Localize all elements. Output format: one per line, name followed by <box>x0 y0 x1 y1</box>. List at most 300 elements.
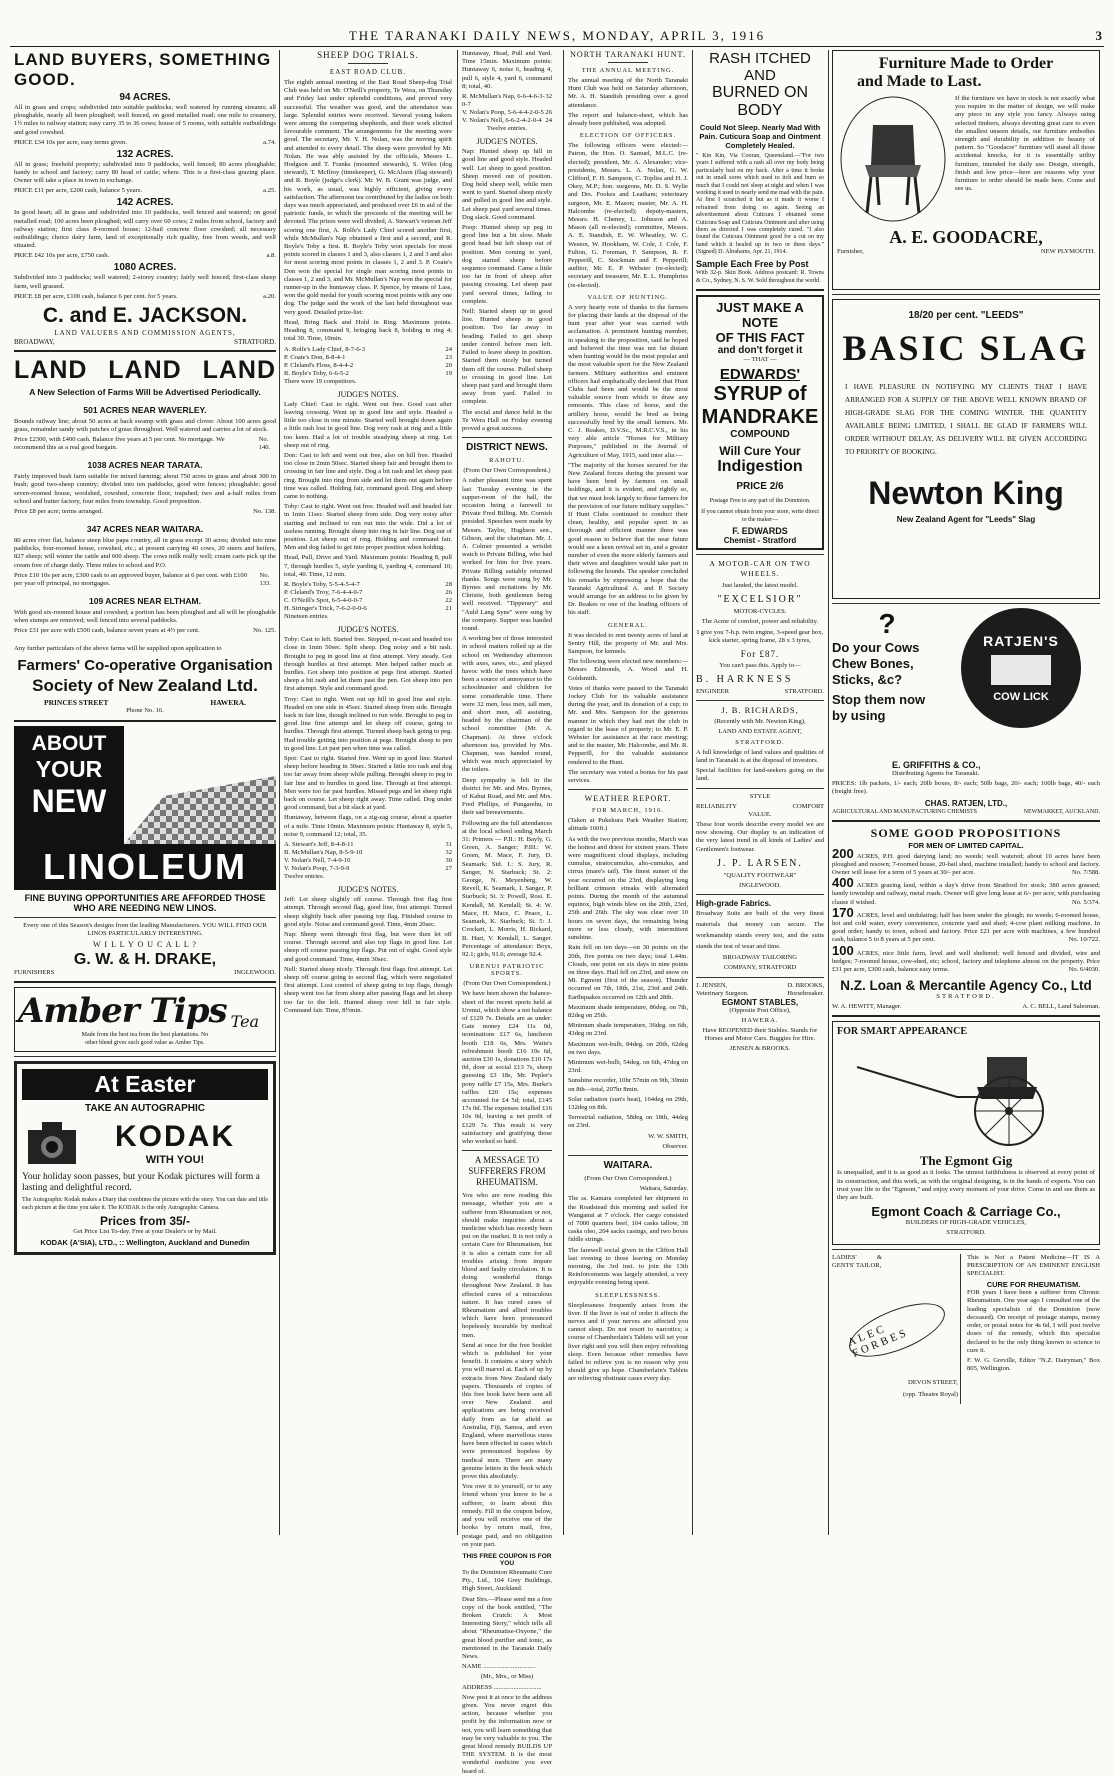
mandrake-cannot: If you cannot obtain from your store, write direct to the maker— <box>701 508 819 523</box>
rheum-letter: Dear Sirs.—Please send me a free copy of the book entitled, "The Broken Crutch: A Most Interesting Story," which tells all about "Rheumatise-Oxyone," the great blood purifier and tonic, as mentioned in the Taranaki Daily News. <box>462 1595 552 1660</box>
hunt-para: "The majority of the horses secured for the New Zealand forces during the present war have been bred by farmers on small holdings, and it is evident, and rightly so, that we must look largely to these farmers for the provision of our future military supplies." If Hunt Clubs continued to conduct their clean, healthy, and popular sport in as thorough and efficient manner there was good reason to believe that the near future would see a keen revival set in, and a greater number of even the more elderly farmers and their wives and daughters would take part in following the hounds. The speaker concluded his remarks by expressing a hope that the Taranaki Agricultural A. and P. Society would arrange for an address to be given by Dr. Reakes or one of the leading officers of his staff. <box>568 461 689 617</box>
linoleum-ad <box>14 726 276 977</box>
cuticura-ad <box>696 50 824 285</box>
result-row <box>284 849 452 857</box>
weather-title: WEATHER REPORT. <box>584 794 672 804</box>
listing-price-row <box>14 252 276 260</box>
land-word: LAND <box>202 355 276 384</box>
coop-listing-price-row <box>14 508 276 516</box>
weather-sign: W. W. SMITH, <box>648 1132 688 1140</box>
weather-para: Maximum wet-bulb, 84deg. on 20th, 62deg on two days. <box>568 1040 688 1056</box>
ratjen-prices: PRICES: 1lb packets, 1/- each; 20lb boxes, 8/- each; 50lb bags, 20/- each; 100lb bags, 40/- each (freight free). <box>832 780 1100 796</box>
kodak-head: At Easter <box>22 1069 268 1100</box>
huntaway-judges: JUDGE'S NOTES. <box>476 137 538 147</box>
cuticura-lead: Could Not Sleep. Nearly Mad With Pain. Cuticura Soap and Ointment Completely Healed. <box>699 123 821 150</box>
masthead-title: THE TARANAKI DAILY NEWS, MONDAY, APRIL 3, 1916 <box>348 28 766 43</box>
amber-tea: Tea <box>230 1012 260 1032</box>
cure-ad <box>961 1254 1100 1404</box>
mandrake-brand: EDWARDS' <box>719 366 801 384</box>
huntaway-entries: Twelve entries. <box>486 125 528 133</box>
kodak-ad <box>14 1061 276 1256</box>
result-name: R. Boyle's Toby, 6-6-5-2 <box>284 369 349 377</box>
result-name: H. Stringer's Trick, 7-6-2-0-0-6 <box>284 604 367 612</box>
harkness-right: STRATFORD. <box>784 688 824 696</box>
column-hunt-weather <box>568 50 688 1535</box>
nzloan-acres: 170 <box>832 904 854 920</box>
column-small-ads <box>696 50 824 1535</box>
stables-left: J. JENSEN, <box>696 981 728 989</box>
kodak-post: Get Price List To-day. Free at your Dealer's or by Mail. <box>73 1227 217 1235</box>
huntaway-para: Nell: Started sheep up in good line. Hunted sheep in good position. Too far away in heading. Failed to get sheep under control before men left. Failed to leave sheep in position. Started them nicely but turned them off the course. Pulled sheep to crossing in good line. Let sheep past yard and brought them away from yard. Failed to complete. <box>462 308 552 406</box>
mandrake-place: Chemist - Stratford <box>723 535 797 545</box>
cuticura-sample2: With 32-p. Skin Book. Address postcard: R. Towns & Co., Sydney, N. S. W. Sold throughout the world. <box>696 269 824 284</box>
cuticura-body: " Kin Kin, Via Cooran, Queensland.—"For two years I suffered with a rash all over my body being particularly bad on my back. After a time it broke out in small sores which used to itch and burn so much that I could not sleep at night and when I was working it used to nearly send me mad with the pain. At first I scratched it but as it made it worse I refrained from doing so again. Seeing an advertisement about Cuticura I obtained some Cuticura Soap and Cuticura Ointment and after using them as directed I was completely cured. "I also found the Cuticura Ointment good for a cut on my hand which it healed up in two or three days." (Signed) D. Abrahams, Apr. 21, 1914. <box>696 153 824 256</box>
listing-body: All in grass and crops; subdivided into suitable paddocks; well watered by running streams; all ploughable, nearly all been ploughed; well fenced, on good metalled road; one mile to creamery, 1½ miles to railway station; easy carry 35 to 36 cows; house of 5 rooms, with suitable outbuildings and good cowshed. <box>14 104 276 136</box>
ratjen-l3: Sticks, &c? <box>832 672 903 687</box>
land-word: LAND <box>108 355 182 384</box>
sheepdog-judges: JUDGE'S NOTES. <box>337 389 399 399</box>
forbes-addr: DEVON STREET, <box>907 1379 958 1387</box>
nzloan-town: STRATFORD. <box>936 993 996 1001</box>
richards-body: A full knowledge of land values and qualities of land in Taranaki is at the disposal of investors. <box>696 748 824 764</box>
result-points: 24 <box>545 117 552 125</box>
waitara-para: The ss. Kamara completed her shipment in the Roadstead this morning and sailed for Wanganui at 7 o'clock. Her cargo consisted of 7000 quarters beef, 104 casks tallow, 38 casks oleo, 204 sacks casings, and two boxes fiddle strings. <box>568 1195 688 1244</box>
linoleum-panel <box>14 726 124 844</box>
nzloan-text: ACRES, P.H. good dairying land; no weeds; well watered; about 10 acres have been ploughed and resown; 7-roomed house, 20-bail shed, machine installed; handy to school and factory. Owner will lease for a term of 5 years at 30/- per acre. <box>832 852 1100 877</box>
motor-ad <box>696 559 824 696</box>
result-name: V. Nolan's Poop, 5-6-4-4-2-0-5 <box>462 109 544 117</box>
cure-body: FOR years I have been a sufferer from Chronic Rheumatism. One year ago I consulted one of the leading specialists of the Dominion (now deceased). On receipt of postage stamps, money order, or postal notes for 4s 6d, I will post twelve doses of the remedy, which this specialist declared to be the only thing known to science to cure it. <box>967 1289 1100 1354</box>
richards-role: LAND AND ESTATE AGENT, <box>718 728 802 736</box>
slag-title: BASIC SLAG <box>842 328 1090 368</box>
cow-lick-block-icon <box>991 655 1051 685</box>
lino-word: LINOLEUM <box>14 844 276 890</box>
weather-para: Terrestrial radiation, 58deg on 18th, 44deg on 23rd. <box>568 1114 688 1130</box>
larsen-head3: COMFORT <box>792 802 824 810</box>
sheepdog-para: There were 19 competitors. <box>284 377 357 385</box>
weather-para: Sunshine recorder, 10hr 57min on 9th, 30min on 8th—total, 207hr 8min. <box>568 1077 688 1093</box>
larsen-ad <box>696 793 824 891</box>
weather-para: Rain fell on ten days—on 30 points on the 20th, five points on two days; total 1.44in. Clouds, one point on six days in nine points on three days. Hail fell on 23rd, and snow on Mt. Egmont (first of the season). Thunder occurred on 7th, 18th, 21st, 23rd and 24th. Earthquakes occurred on 12th and 28th. <box>568 944 688 1001</box>
column-rule <box>563 50 564 1535</box>
sheepdog-para: Jeff: Let sheep slightly off course. Through first flag first attempt. Through second flag, good line, first attempt. Turned sheep slightly back after passing top flag. Finished course in good style. Noise and command good. Time, 4min 20sec. <box>284 896 452 928</box>
listing-ref: a.74. <box>263 138 276 146</box>
broadway-f1: BROADWAY TAILORING <box>722 954 798 962</box>
listing-price: PRICE £42 10s per acre, £750 cash. <box>14 252 110 260</box>
coop-listing-ref: No. 133. <box>259 571 271 587</box>
coop-listing-price: Price £31 per acre with £500 cash, balance seven years at 4½ per cent. <box>14 627 200 635</box>
amber-brand: Amber Tips <box>18 991 227 1032</box>
listing-price-row <box>14 139 276 147</box>
lino-about: ABOUT <box>31 731 107 755</box>
basic-slag-ad <box>832 299 1100 599</box>
coop-listing-body: 80 acres river flat, balance steep blue papa country, all in grass except 30 acres; divided into nine paddocks, four-roomed house, cowshed, etc.; at present carrying 40 cows, 20 steers and heifers, 827 sheep; will winter the cattle and 600 sheep. The cows milk really well; cream carts pick up the cream free of charge daily. Three miles to school and P.O. <box>14 537 276 569</box>
listing-body: In good heart; all in grass and subdivided into 10 paddocks, well fenced and watered; on good metalled road; 100 acres been ploughed; will carry over 60 cows; 2 miles from school, factory and railway station; first class 8-roomed house; 12-bail concrete floor cowshed; all necessary outbuildings; choice dairy farm, land of exceptionally rich quality, free from weeds, and well situated. <box>14 209 276 250</box>
forbes-stamp: ALEC FORBES <box>842 1292 952 1367</box>
sheepdog-para: Head, Pull, Drive and Yard. Maximum points: Heading 8, pull 7, through hurdles 5, style yarding 6, yarding 4, command 10; total, 40. Time, 12 min. <box>284 554 452 578</box>
class2-results <box>284 581 452 613</box>
listing-price: PRICE £11 per acre, £200 cash, balance 5 years. <box>14 187 143 195</box>
weather-month: FOR MARCH, 1916. <box>592 807 664 815</box>
listing-price-row <box>14 187 276 195</box>
rheum-coupon: THIS FREE COUPON IS FOR YOU <box>462 1552 552 1567</box>
result-name: P. Coate's Don, 8-8-4-1 <box>284 353 346 361</box>
district-place1: RAHOTU. <box>489 457 525 465</box>
goodacre-firm: A. E. GOODACRE, <box>889 227 1043 247</box>
kodak-diary: The Autographic Kodak makes a Diary that combines the picture with the story. You can date and title each picture at the time you take it. The KODAK is the only Autographic Camera. <box>22 1196 268 1211</box>
column-sheepdog <box>284 50 452 1535</box>
huntaway-para: The social and dance held in the Te Wera Hall on Friday evening proved a great success. <box>462 408 552 432</box>
richards-name: J. B. RICHARDS, <box>721 705 799 716</box>
cure-title: CURE FOR RHEUMATISM. <box>986 1280 1081 1290</box>
column-rule <box>692 50 693 1535</box>
hunt-para: A very hearty vote of thanks to the farmers for placing their lands at the disposal of the hunt year after year was carried with acclamation. A prominent hunting member, in speaking to the proposition, said he hoped and believed the time was not far distant when hunting would be the most popular and the most valuable sport for the New Zealand farmers. Military authorities and eminent officers had emphatically declared that Hunt Clubs had been and would be the most valuable source from which to draw any remounts. This class of horse, and the artillery horse, would be bred as being successfully bred by the small farmers. Mr. C. J. Reakes, D.V.Sc., M.R.C.V.S., in his very able article "Horses for Military Purposes," published in the Journal of Agriculture of May, 1915, said inter alia:— <box>568 303 688 459</box>
land-buyers-ad <box>14 50 276 346</box>
larsen-tag: "QUALITY FOOTWEAR" <box>723 871 797 879</box>
drake-right: INGLEWOOD. <box>234 969 276 977</box>
coop-listing-body: Bounds railway line; about 50 acres at back swamp with grass and clover. About 100 acres good grass, remainder sandy with patches of grass throughout. Well watered and carries a lot of stock. <box>14 417 276 434</box>
hunt-para: It was decided to rent twenty acres of land at Sentry Hill, the property of Mr. and Mrs. Sampson, for kennels. <box>568 631 688 655</box>
result-name: R. McMullan's Nap, 6-6-4-6-3-0-7 <box>462 93 545 109</box>
ratjen-badge-icon <box>961 608 1081 728</box>
listing-title: 94 ACRES. <box>119 92 171 103</box>
listing-price: PRICE £8 per acre, £100 cash, balance 6 per cent. for 5 years. <box>14 292 178 300</box>
coop-tagline: A New Selection of Farms Will be Advertised Periodically. <box>29 386 261 397</box>
goodacre-h2: and Made to Last. <box>857 73 982 90</box>
sheepdog-para: Toby: Cast to left. Started free. Stopped, re-cast and headed too close in 1min 50sec. Split sheep. Dog noisy and a bit rash. Brought to peg in good line at first attempt. Very steady. Got through hurdles at first attempt. Men helped rather much at hurdles. Got sheep into position at pegs first attempt. Started sheep a bit rash and let them past the pen. Got sheep into pen first attempt. Style and command good. <box>284 636 452 693</box>
forbes-ad <box>832 1254 961 1404</box>
broadway-hg: High-grade Fabrics. <box>696 899 772 909</box>
result-points: 26 <box>545 109 552 117</box>
result-name: V. Nolan's Poop, 7-3-9-9 <box>284 865 350 873</box>
larsen-firm: J. P. LARSEN. <box>717 857 803 869</box>
result-points: 24 <box>445 345 452 353</box>
coop-org2: Society of New Zealand Ltd. <box>32 676 258 696</box>
result-points: 27 <box>445 865 452 873</box>
district-corr1: (From Our Own Correspondent.) <box>463 467 551 475</box>
listing-body: Subdivided into 3 paddocks; well watered; 2-storey country; fairly well fenced; first-class sheep farm, well grassed. <box>14 274 276 290</box>
ratjen-maker: CHAS. RATJEN, LTD., <box>924 798 1008 808</box>
cuticura-title2: BURNED ON BODY <box>711 84 808 119</box>
sheepdog-para: Spot: Cast to right. Started free. Went up in good line. Started sheep before heading in 30sec. Started a little too rash and dog too far away from sheep while pulling. Brought sheep to peg in fair line and to hurdles in good line. Through at first attempt. Men were too far past hurdles. Missed pegs and let sheep right back on course. Let sheep right away. Time called. Dog under good command, but a bit slack at yard. <box>284 755 452 812</box>
class1-results <box>284 346 452 378</box>
nzloan-ad <box>832 826 1100 1012</box>
goodacre-ad <box>832 50 1100 290</box>
nzloan-left: W. A. HEWITT, Manager. <box>832 1003 902 1011</box>
hunt-title: NORTH TARANAKI HUNT. <box>570 50 686 59</box>
column-rule <box>279 50 280 1535</box>
result-row <box>284 857 452 865</box>
sheepdog-para: Nap: Sheep went through first flag, but were then let off course. Through second and also top flags in good line. Let sheep off course passing top flags. Put out of sight. Good style and good command. Time, 4min 30sec. <box>284 931 452 963</box>
broadway-f2: COMPANY, STRATFORD <box>723 964 797 972</box>
waitara-corr: (From Our Own Correspondent.) <box>584 1174 672 1182</box>
coop-phone: Phone No. 16. <box>126 707 164 715</box>
result-points: 22 <box>445 596 452 604</box>
jackson-sub: LAND VALUERS AND COMMISSION AGENTS, <box>54 328 236 337</box>
weather-role: Observer. <box>662 1142 688 1150</box>
nzloan-sub: FOR MEN OF LIMITED CAPITAL. <box>908 840 1024 850</box>
result-points: 28 <box>445 580 452 588</box>
weather-taken: (Taken at Pukekura Park Weather Station; altitude 160ft.) <box>568 817 688 833</box>
result-points: 32 <box>445 849 452 857</box>
stables-ad <box>696 982 824 1054</box>
weather-para: Solar radiation (sun's heat), 164deg on 29th, 132deg on 8th. <box>568 1095 688 1111</box>
coop-listing-price-row <box>14 572 276 588</box>
larsen-head1: STYLE <box>749 792 771 800</box>
listing-ref: a.8. <box>266 252 276 260</box>
rheum-title: A MESSAGE TO SUFFERERS FROM RHEUMATISM. <box>468 1155 546 1188</box>
result-row <box>284 370 452 378</box>
nzloan-ref: No. 6/4030. <box>1068 966 1100 974</box>
lino-your: YOUR <box>35 755 103 782</box>
ratjen-agent2: Distributing Agents for Taranaki. <box>892 770 980 777</box>
larsen-head4: VALUE. <box>748 810 772 818</box>
rheum-foot: Now post it at once to the address given. You never regret this action, because whether you profit by the information now or not, you will learn something that may be very valuable to you. The great blood remedy BUILDS UP THE SYSTEM. It is the most wonderful medicine you ever heard of. <box>462 1693 552 1775</box>
mandrake-will: Will Cure Your <box>719 444 801 459</box>
coop-listing-price-row <box>14 436 276 452</box>
sheepdog-title: SHEEP DOG TRIALS. <box>317 50 419 60</box>
jackson-right: STRATFORD. <box>234 337 276 346</box>
ratjen-badge: RATJEN'S <box>983 633 1059 649</box>
gig-town: STRATFORD. <box>946 1229 986 1237</box>
motor-brand: "EXCELSIOR" <box>717 594 803 606</box>
forbes-opp: (opp. Theatre Royal) <box>903 1391 958 1399</box>
richards-town: STRATFORD. <box>735 738 785 746</box>
mandrake-l2: OF THIS FACT <box>715 330 805 346</box>
ratjen-ad <box>832 608 1100 760</box>
kodak-body: Your holiday soon passes, but your Kodak pictures will form a lasting and delightful record. <box>22 1171 260 1193</box>
lino-line2: WHO ARE NEEDING NEW LINOS. <box>73 902 217 913</box>
coop-listing-title: 1038 ACRES NEAR TARATA. <box>87 460 203 471</box>
district-para: We have been shown the balance-sheet of the recent sports held at Urenui, which show a net balance of £129 7s. Details are as under: Gate money £24 11s 0d, nominations £17 6s, luncheon booth £18 6s, Mrs. Waite's refreshment booth £16 19s 6d, auction £30 1s, donations £10 17s 0d, door at social £13 7s, sheep guessing £3 18s, Mr. Pepler's pony raffle £7 15s, Mrs. Burke's raffles £20 15s; expenses accounted for £4 5d; total, £145 17s 0d. The expenses totalled £16 10s 0d, leaving a net profit of £129 7s. This result is very satisfactory and gratifying those who worked so hard. <box>462 990 552 1145</box>
nzloan-right: A. C. BELL, Land Salesman. <box>1022 1003 1100 1011</box>
coop-listing-title: 347 ACRES NEAR WAITARA. <box>86 524 204 535</box>
sheepdog-para: Nell: Started sheep nicely. Through first flags first attempt. Let sheep off course going to second flag, which were negotiated first attempt. Lost control of sheep going to top flags, though sheep went too far from sheep after passing flags and let sheep too far to the left. Hunted sheep over hill in fair style. Command fair. Time, 8½min. <box>284 965 452 1014</box>
rheum-para: You owe it to yourself, or to any friend whom you know to be a sufferer, to learn about this remedy. Fill in the coupon below, and you will receive one of the books by return mail, free, postage paid, and no obligation on your part. <box>462 1483 552 1548</box>
broadway-ad <box>696 899 824 972</box>
drake-left: FURNISHERS <box>14 969 55 977</box>
listing-title: 1080 ACRES. <box>113 262 177 274</box>
masthead <box>10 28 1104 47</box>
hunt-sub: THE ANNUAL MEETING. <box>581 67 675 74</box>
gig-title: The Egmont Gig <box>919 1153 1013 1169</box>
nzloan-ref: No. 5/374. <box>1071 898 1100 906</box>
rheum-mr: (Mr., Mrs., or Miss) <box>480 1673 534 1681</box>
result-row <box>462 93 552 109</box>
sheepdog-para: Nineteen entries. <box>284 612 329 620</box>
huntaway-para: Poop: Hunted sheep up peg in good line but a bit slow. Made good head but left sheep out of position. Men coming to yard, dog started sheep before sequence command. Came a little too far in front of sheep after passing crossing. Let sheep past yard several times, failing to complete. <box>462 224 552 305</box>
sheepdog-sub: EAST ROAD CLUB. <box>329 68 407 76</box>
motor-kind: MOTOR-CYCLES. <box>733 608 787 616</box>
nzloan-ref: No. 10/722. <box>1068 936 1100 944</box>
gig-firm: Egmont Coach & Carriage Co., <box>871 1204 1061 1220</box>
larsen-town: INGLEWOOD. <box>739 881 781 889</box>
farmers-coop-ad <box>14 356 276 716</box>
district-title: DISTRICT NEWS. <box>466 442 548 454</box>
jackson-firm: C. and E. JACKSON. <box>42 303 248 327</box>
district-para: Deep sympathy is felt in the district for Mr. and Mrs. Byrnes, of Kahui Road, and Mr. and Mrs. Fred Phillips, of Pungarehu, in their sad bereavements. <box>462 776 552 817</box>
coop-street: PRINCES STREET <box>44 698 109 708</box>
harkness-left: ENGINEER <box>696 688 729 696</box>
result-row <box>284 597 452 605</box>
ratjen-maker2: AGRICULTURAL AND MANUFACTURING CHEMISTS <box>832 808 977 815</box>
coop-listing-ref: No. 125. <box>253 627 276 635</box>
cuticura-sample: Sample Each Free by Post <box>696 258 809 269</box>
gig-sub: BUILDERS OF HIGH-GRADE VEHICLES, <box>905 1219 1027 1227</box>
kodak-brand: KODAK <box>115 1119 235 1153</box>
ratjen-l1: Do your Cows <box>832 640 920 655</box>
coop-town: HAWERA. <box>210 698 246 708</box>
linoleum-pattern-icon <box>124 726 276 844</box>
nzloan-ref: No. 7/588. <box>1071 869 1100 877</box>
slag-pct: 18/20 per cent. "LEEDS" <box>908 310 1024 321</box>
sheepdog-para: Don: Cast to left and went out free, also on hill free. Headed too close in 2min 50sec. Started sheep fair and brought them to crossing in fair line and style. Dog a bit rash and let sheep past ring. Brought into ring from side and let them out again before time was called. Holding fair, command good. Dog and sheep came to nothing. <box>284 451 452 500</box>
result-row <box>284 841 452 849</box>
stables-lsub: Veterinary Surgeon. <box>696 989 749 997</box>
richards-special: Special facilities for land-seekers going on the land. <box>696 767 824 783</box>
coop-listing-price: Price £8 per acre; terms arranged. <box>14 508 103 516</box>
gig-head: FOR SMART APPEARANCE <box>837 1026 968 1038</box>
result-name: V. Nolan's Nell, 7-4-9-10 <box>284 857 351 865</box>
huntaway-para: Nap: Hunted sheep up hill in good line and good style. Headed well. Let sheep in good position. Sheep moved out of position. Dog held sheep well, while men went to yard. Started sheep nicely and pulled in good line and style. Let sheep past yard several times. Dog slack. Good command. <box>462 148 552 221</box>
sheepdog-para: Twelve entries. <box>284 873 325 881</box>
rheum-address: To the Dominion Rheumatic Cure Pty., Ltd., 104 Grey Buildings, High Street, Auckland. <box>462 1568 552 1593</box>
goodacre-h1: Furniture Made to Order <box>878 55 1054 72</box>
jackson-left: BROADWAY, <box>14 337 55 346</box>
coop-listings <box>14 405 276 635</box>
mandrake-maker: F. EDWARDS <box>732 525 788 536</box>
waitara-dateline: Waitara, Saturday. <box>639 1185 688 1193</box>
coop-listing-ref: No. 140. <box>258 436 271 452</box>
rheum-name-field[interactable]: NAME ................................ <box>462 1663 536 1671</box>
rheum-name-label: NAME <box>462 1663 482 1671</box>
result-row <box>284 581 452 589</box>
rheum-address-field[interactable]: ADDRESS ............................. <box>462 1683 542 1691</box>
goodacre-body: If the furniture we have in stock is not exactly what you require in the matter of design, we will make any piece in any style you fancy. Always using selected timbers, always devoting great care to even the smallest unseen details, our furniture embodies strength and durability in addition to beauty of pattern. So "Goodacre" furniture will stand all those accidental knocks, for it is essentially utility furniture, intended for daily use. Design, strength, finish and low price—here are reasons why your furniture to order should be made here. Come and see us. <box>955 95 1095 193</box>
result-name: P. Cleland's Troy, 7-6-4-4-0-7 <box>284 588 363 596</box>
listing-title: 132 ACRES. <box>116 148 174 160</box>
hunt-h1: ELECTION OF OFFICERS. <box>579 132 677 140</box>
stables-rsub: Horsebreaker. <box>787 989 824 997</box>
motor-title: A MOTOR-CAR ON TWO WHEELS. <box>709 558 811 578</box>
coop-listing-ref: No. 138. <box>253 508 276 516</box>
result-row <box>284 354 452 362</box>
mandrake-mand: MANDRAKE <box>701 406 819 429</box>
sleep-heading: SLEEPLESSNESS. <box>595 1291 661 1299</box>
sheepdog-para: Huntaway, between flags, on a zig-zag course, about a quarter of a mile. Time 10min. Maximum points: Huntaway 8, style 5, noise 9, command 12; total, 35. <box>284 814 452 838</box>
lino-new: NEW <box>31 782 107 819</box>
nzloan-text: ACRES, nice little farm, level and well sheltered; well fenced and divided, wire and hedges; 7-roomed house, cow-shed, etc; school, factory and telephone almost on the property. Price £31 per acre, £300 cash, balance easy terms. <box>832 949 1100 974</box>
huntaway-intro: Huntaway, Head, Pull and Yard. Time 15min. Maximum points: Huntaway 6, noise 6, heading 4, pull 6, style 4, yard 6, command 8; total, 40. <box>462 50 552 90</box>
listing-ref: a.20. <box>263 292 276 300</box>
weather-para: Maximum shade temperature, 86deg. on 7th, 82deg on 25th. <box>568 1003 688 1019</box>
egmont-gig-ad <box>832 1021 1100 1244</box>
land-word: LAND <box>14 355 88 384</box>
bottom-row <box>832 1254 1100 1404</box>
listing-price: PRICE £34 10s per acre, easy terms given. <box>14 138 127 146</box>
result-points: 32 <box>545 93 552 101</box>
result-name: P. Cleland's Floss, 8-4-4-2 <box>284 361 354 369</box>
cuticura-title1: RASH ITCHED AND <box>709 50 811 84</box>
rheum-para: You who are now reading this message, whether you are a sufferer from Rheumatism or not, should make inquiries about a medicine which has recently been put on the market. It is not only a certain Cure for Rheumatism, but it is also a certain cure for all troubles arising from impure blood and faulty circulation. It is doing wonderful things throughout New Zealand. It has effected cures of a miraculous nature. It has cured cases of Rheumatism and allied troubles which have been pronounced hopelessly incurable by medical men. <box>462 1192 552 1339</box>
land-buyers-heading: LAND BUYERS, SOMETHING GOOD. <box>14 50 272 89</box>
hunt-para: The secretary was voted a bonus for his past services. <box>568 768 688 785</box>
kodak-take: TAKE AN AUTOGRAPHIC <box>85 1102 205 1114</box>
stables-name: EGMONT STABLES, <box>721 997 799 1007</box>
result-name: A. Stewart's Jeff, 8-4-8-11 <box>284 841 354 849</box>
district-corr2: (From Our Own Correspondent.) <box>463 980 551 988</box>
mandrake-that: — THAT — <box>743 356 777 364</box>
mandrake-ad <box>696 295 824 550</box>
slag-body: I HAVE PLEASURE IN NOTIFYING MY CLIENTS THAT I HAVE ARRANGED FOR A SUPPLY OF THE ABOVE WELL KNOWN BRAND OF HIGH-GRADE SLAG FOR THE COMING WINTER. THE QUANTITY AVAILABLE BEING LIMITED, I SHALL BE GLAD IF FARMERS WILL ORDER WITHOUT DELAY, AS DELIVERY WILL BE GIVEN ACCORDING TO PRIORITY OF BOOKING. <box>845 383 1087 456</box>
motor-beat: You can't pass this. Apply to— <box>719 661 801 669</box>
mandrake-post: Postage Free to any part of the Dominion. <box>709 498 811 505</box>
result-name: A. Rolfe's Lady Chief, 8-7-6-3 <box>284 345 366 353</box>
sheepdog-judges: JUDGE'S NOTES. <box>337 625 399 635</box>
district-para: A working bee of those interested in school matters rolled up at the school on Wednesday afternoon with axes, saws, etc., and played havoc with the trees which have been a source of annoyance to the schoolmaster and children for some considerable time. There were 32 men, less men, tall men, and short men, all assisting, headed by the chairman of the school committee (Mr. A. Chapman). At three o'clock afternoon tea, provided by Mrs. Chapman, was handed round, which was much appreciated by the toilers. <box>462 635 552 774</box>
result-name: R. Boyle's Toby, 5-5-4-5-4-7 <box>284 580 360 588</box>
sheepdog-judges: JUDGE'S NOTES. <box>337 885 399 895</box>
cure-lead: This is Not a Patent Medicine—IT IS A PRESCRIPTION OF AN EMINENT ENGLISH SPECIALIST. <box>967 1253 1100 1278</box>
stables-right: D. BROOKS, <box>787 981 824 989</box>
motor-just: Just landed, the latest model. <box>721 581 799 589</box>
chair-icon <box>837 95 949 223</box>
ratjen-question: ? <box>878 608 896 639</box>
listing-body: All in grass; freehold property; subdivided into 9 paddocks, well fenced; 80 acres ploughable; handy to school and factory; carry 80 head of cattle; where. This is a first-class grazing place. Owner will take a place in town in exchange. <box>14 160 276 185</box>
hunt-para: The following officers were elected:—Patron, the Hon. O. Samuel, M.L.C. (re-elected); president, Mr. A. Alexander; vice-presidents, Messrs. L. A. Nolan, G. W. Clifford, F. H. Sampson, C. Topliss and H. J. Okey, M.P.; hon. surgeons, Mr. D. S. Wylie and Drs. Fookes and Leatham; veterinary surgeon, Mr. E. Mason; master, Mr. A. H. Halcombe (re-elected); deputy-masters, Messrs. H. Cheney, L. Johnson and A. Mason (all re-elected); committee, Messrs. A. E. Standish, E. W. Wheatley, W. C. Weston, W. Hookham, W. Cole, J. Cole, F. Fulton, G. Foreman, F. Sampson, R. F. Pepperill, C. Stockman and F. Pepperill; auditor, Mr. E. P. Webster (re-elected); secretary and treasurer, Mr. E. L. Humphries (re-elected). <box>568 142 688 289</box>
sheepdog-para: Lady Chief: Cast to right. Went out free. Good cast after leaving crossing. Went up in good line and style. Headed a little too close in one minute. Started well brought down again a little rash lost in good line. Dog very rash at ring and a little too keen. Had a lot of trouble steadying sheep at ring. Let sheep out of ring. <box>284 400 452 449</box>
nzloan-title: SOME GOOD PROPOSITIONS <box>870 825 1062 840</box>
coop-listing-body: With good six-roomed house and cowshed; a portion has been ploughed and all will be ploughable when stumps are removed; well fenced into several paddocks. <box>14 608 276 625</box>
goodacre-right: NEW PLYMOUTH. <box>1040 248 1095 255</box>
hunt-h2: VALUE OF HUNTING. <box>587 293 669 301</box>
cure-sign: F. W. G. Greville, Editor "N.Z. Dairyman," Box 805, Wellington. <box>967 1356 1100 1373</box>
land-buyers-listings <box>14 92 276 301</box>
hunt-h3: GENERAL. <box>608 621 648 629</box>
ratjen-agent: E. GRIFFITHS & CO., <box>892 760 981 770</box>
stables-body: Have REOPENED their Stables. Stands for Horses and Motor Cars. Buggies for Hire. <box>702 1026 818 1043</box>
richards-ad <box>696 705 824 783</box>
result-points: 30 <box>445 857 452 865</box>
nzloan-acres: 100 <box>832 942 854 958</box>
district-place2: URENUI PATRIOTIC SPORTS. <box>469 963 545 978</box>
result-points: 20 <box>445 361 452 369</box>
result-name: V. Nolan's Nell, 6-6-2-4-2-0-4 <box>462 117 542 125</box>
coop-listing-title: 109 ACRES NEAR ELTHAM. <box>89 595 201 606</box>
nzloan-listing <box>832 875 1100 907</box>
camera-icon <box>22 1114 82 1172</box>
hunt-para: Votes of thanks were passed to the Taranaki Jockey Club for its valuable assistance during the year, and its donation of a cup; to Mr. and Mrs. Sampson for the generous manner in which they had met the club in regard to the lease of property; to Mr. E. P. Webster for assistance at the race meeting; and to the master, Mr. Halcombe, and Mr. R. Pepperill, for the valuable assistance rendered to the Hunt. <box>568 684 688 766</box>
lino-body: Every one of this Season's designs from the leading Manufacturers. YOU WILL FIND OUR LINOS PARTICULARLY INTERESTING. <box>23 921 267 937</box>
listing-ref: a.25. <box>263 187 276 195</box>
larsen-body: These four words describe every model we are now showing. Our display is an indication of the very latest trend in all kinds of Ladies' and Gentlemen's footwear. <box>696 820 824 853</box>
sheepdog-para: Head, Bring Back and Hold in Ring. Maximum points. Heading 8, command 9, bringing back 8, holding in ring 4; total 30. Time, 10min. <box>284 318 452 343</box>
weather-para: As with the two previous months, March was the hottest and driest for sixteen years. There were magnificent cloud displays, including cumulus, stratocumulus, alto-cumulus, and cirrus (mare's tail). The finest sunset of the year occurred on the 23rd, displaying long brilliant crimson streaks with alternated points. During the month of the autumnal equinox, high winds blew on the 20th, 23rd, 25th and 26th. The sky was clear over 10 hours on seven days, the remaining being more or less cloudy, with intermittent sunshine. <box>568 835 688 942</box>
nzloan-text: ACRES, level and undulating; half has been under the plough; no weeds; 6-roomed house, hot and cold water, every convenience, concrete yard and shed; 4-cow plant milking machine. In good order; handy to town, school and factory. Price £21 per acre with machines, a few hundred cash, balance 5 to 8 years at 5 per cent. <box>832 911 1100 944</box>
forbes-side: LADIES' & GENTS' TAILOR, <box>832 1253 882 1269</box>
hunt-para: The annual meeting of the North Taranaki Hunt Club was held on Saturday afternoon, Mr. A. H. Standish presiding over a good attendance. <box>568 77 688 109</box>
result-row <box>284 589 452 597</box>
motor-price: For £87. <box>740 648 780 659</box>
coop-listing-price: Price £10 10s per acre, £300 cash to an approved buyer, balance at 6 per cent. with £100 per year off principal, no mortgages. <box>14 571 247 587</box>
rheum-para: Send at once for the free booklet which is published for your benefit. It contains a story which you will marvel at. Each of up by extracts from New Zealand daily papers. Thousands of copies of this free book have been sent all over New Zealand and applications are being received daily from as far afield as Australia, Fiji, Samoa, and even England, where marvellous cures have been effected in cases which were pronounced hopeless by medical men. There are many genuine letters in the book which prove this absolutely. <box>462 1341 552 1481</box>
column-right-ads <box>832 50 1100 1535</box>
mandrake-syrup: SYRUP of <box>713 383 807 406</box>
slag-sub: New Zealand Agent for "Leeds" Slag <box>896 515 1036 524</box>
stables-firm: JENSEN & BROOKS. <box>729 1045 791 1053</box>
amber-line1: Made from the best tea from the best plantations. No <box>81 1032 209 1039</box>
mandrake-l1: JUST MAKE A NOTE <box>716 300 804 331</box>
